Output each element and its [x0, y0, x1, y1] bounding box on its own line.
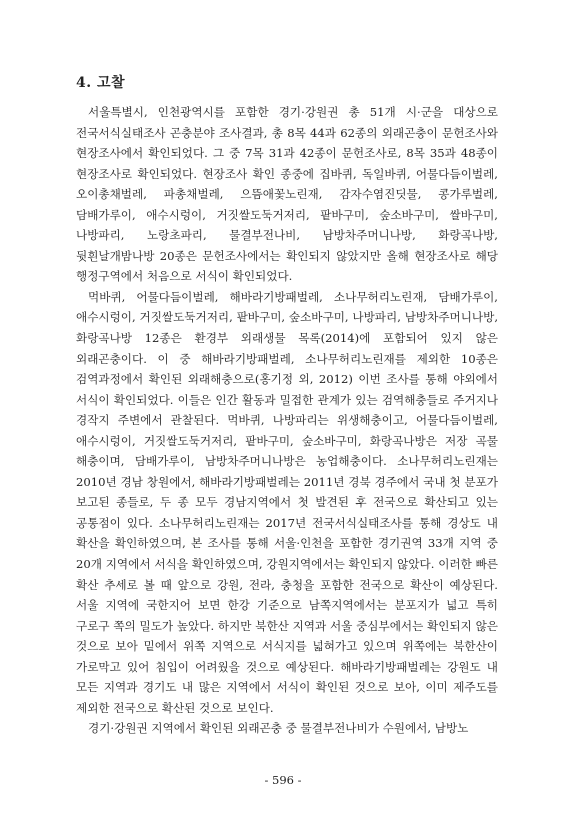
paragraph-results-summary: 서울특별시, 인천광역시를 포함한 경기·강원권 총 51개 시·군을 대상으로 전국서식실태조사 곤충분야 조사결과, 총 8목 44과 62종의 외래곤충이 문헌조사와 현장조사에서 확인되었다. 그 중 7목 31과 42종이 문헌조사로, 8목 35과 48종이 현장조사로 확인되었다. 현장조사 확인 종중에 집바퀴, 독일바퀴, 어물다듬이벌레, 오이총채벌레, 파총채벌레, 으뜸애꽃노린재, 감자수염진딧물, 콩가루벌레, 담배가루이, 애수시렁이, 거짓쌀도둑거저리, 팥바구미, 숲소바구미, 쌀바구미, 나방파리, 노랑초파리, 물결부전나비, 남방차주머니나방, 화랑곡나방, 뒷흰날개밤나방 20종은 문헌조사에서는 확인되지 않았지만 올해 현장조사로 해당 행정구역에서 처음으로 서식이 확인되었다. — [76, 105, 498, 284]
paragraph-continued: 경기·강원권 지역에서 확인된 외래곤충 중 물결부전나비가 수원에서, 남방노 — [88, 721, 469, 736]
body-text — [76, 102, 498, 739]
paragraph-alien-insects-discussion: 먹바퀴, 어물다듬이벌레, 해바라기방패벌레, 소나무허리노린재, 담배가루이, 애수시렁이, 거짓쌀도둑거저리, 팥바구미, 숲소바구미, 나방파리, 남방차주머니나방, 화랑곡나방 12종은 환경부 외래생물 목록(2014)에 포함되어 있지 않은 외래곤충이다. 이 중 해바라기방패벌레, 소나무허리노린재를 제외한 10종은 검역과정에서 확인된 외래해충으로(홍기정 외, 2012) 이번 조사를 통해 야외에서 서식이 확인되었다. 이들은 인간 활동과 밀접한 관계가 있는 검역해충들로 주거지나 경작지 주변에서 관찰된다. 먹바퀴, 나방파리는 위생해충이고, 어물다듬이벌레, 애수시렁이, 거짓쌀도둑거저리, 팥바구미, 숲소바구미, 화랑곡나방은 저장 곡물 해충이며, 담배가루이, 남방차주머니나방은 농업해충이다. 소나무허리노린재는 2010년 경남 창원에서, 해바라기방패벌레는 2011년 경북 경주에서 국내 첫 분포가 보고된 종들로, 두 종 모두 경남지역에서 첫 발견된 후 전국으로 확산되고 있는 공통점이 있다. 소나무허리노린재는 2017년 전국서식실태조사를 통해 경상도 내 확산을 확인하였으며, 본 조사를 통해 서울·인천을 포함한 경기권역 33개 지역 중 20개 지역에서 서식을 확인하였으며, 강원지역에서는 확인되지 않았다. 이러한 빠른 확산 추세로 볼 때 앞으로 강원, 전라, 충청을 포함한 전국으로 확산이 예상된다. 서울 지역에 국한지어 보면 한강 기준으로 남쪽지역에서는 분포지가 넓고 특히 구로구 쪽의 밀도가 높았다. 하지만 북한산 지역과 서울 중심부에서는 확인되지 않은 것으로 보아 밑에서 위쪽 지역으로 서식지를 넓혀가고 있으며 위쪽에는 북한산이 가로막고 있어 침입이 어려웠을 것으로 예상된다. 해바라기방패벌레는 강원도 내 모든 지역과 경기도 내 많은 지역에서 서식이 확인된 것으로 보아, 이미 제주도를 제외한 전국으로 확산된 것으로 보인다. — [76, 289, 498, 715]
page-number: - 596 - — [264, 773, 302, 787]
section-heading: 4. 고찰 — [76, 75, 126, 91]
